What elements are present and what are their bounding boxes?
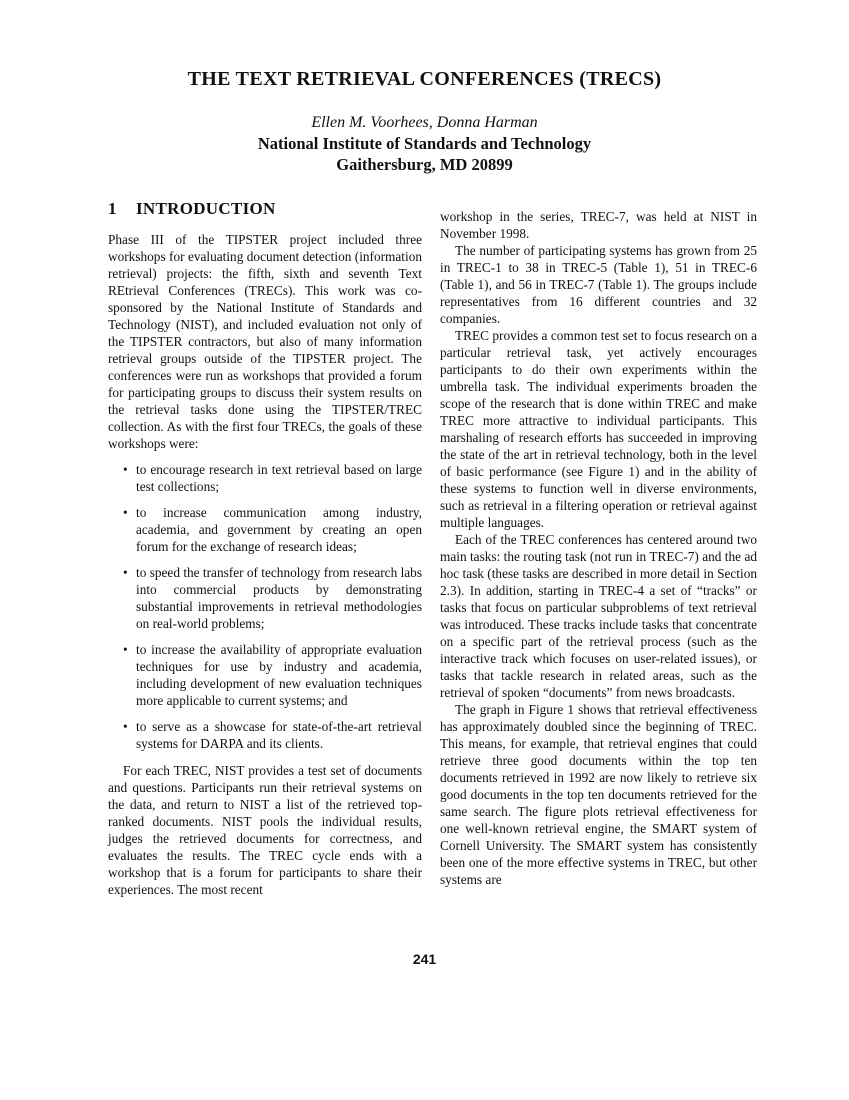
goals-list [108, 461, 422, 752]
goal-item-5: • to serve as a showcase for state-of-the-art retrieval systems for DARPA and its clients. [136, 718, 422, 752]
goal-item-2: • to increase communication among industry, academia, and government by creating an open forum for the exchange of research ideas; [136, 504, 422, 555]
affiliation-institution: National Institute of Standards and Technology [257, 134, 592, 153]
right-paragraph-5: The graph in Figure 1 shows that retrieval effectiveness has approximately doubled since the beginning of TREC. This means, for example, that retrieval engines that could retrieve three good documents within the top ten documents retrieved in 1992 are now likely to retrieve six good documents in the top ten documents retrieved for the same search. The figure plots retrieval effectiveness for one well-known retrieval engine, the SMART system of Cornell University. The SMART system has consistently been one of the more effective systems in TREC, but other systems are [440, 702, 757, 887]
section-title: INTRODUCTION [136, 199, 276, 218]
intro-paragraph-1: Phase III of the TIPSTER project included three workshops for evaluating document detection (information retrieval) projects: the fifth, sixth and seventh Text REtrieval Conferences (TRECs). This work was co-sponsored by the National Institute of Standards and Technology (NIST), and included evaluation not only of the TIPSTER contractors, but also of many information retrieval groups outside of the TIPSTER project. The conferences were run as workshops that provided a forum for participating groups to discuss their system results on the retrieval tasks done using the TIPSTER/TREC collection. As with the first four TRECs, the goals of these workshops were: [108, 232, 422, 451]
right-paragraph-2: The number of participating systems has grown from 25 in TREC-1 to 38 in TREC-5 (Table 1), 51 in TREC-6 (Table 1), and 56 in TREC-7 (Table 1). The groups include representatives from 16 different countries and 32 companies. [440, 243, 757, 326]
right-paragraph-3: TREC provides a common test set to focus research on a particular retrieval task, yet actively encourages participants to do their own experiments within the umbrella task. The individual experiments broaden the scope of the research that is done within TREC and make TREC more attractive to individual participants. This marshaling of research efforts has succeeded in improving the state of the art in retrieval technology, both in the level of basic performance (see Figure 1) and in the ability of these systems to function well in diverse environments, such as retrieval in a filtering operation or retrieval against multiple languages. [440, 328, 757, 530]
section-heading [108, 200, 422, 217]
author-names: Ellen M. Voorhees, Donna Harman [311, 114, 538, 131]
intro-paragraph-2: For each TREC, NIST provides a test set of documents and questions. Participants run their retrieval systems on the data, and return to NIST a list of the retrieved top-ranked documents. NIST pools the individual results, judges the retrieved documents for correctness, and evaluates the results. The TREC cycle ends with a workshop that is a forum for participants to share their experiences. The most recent [108, 763, 422, 897]
left-column [108, 200, 422, 898]
goal-item-4: • to increase the availability of appropriate evaluation techniques for use by industry and academia, including development of new evaluation techniques more applicable to current systems; and [136, 641, 422, 709]
affiliation-location: Gaithersburg, MD 20899 [336, 155, 513, 174]
section-number: 1 [108, 199, 117, 218]
right-column [440, 208, 757, 888]
goal-item-1: • to encourage research in text retrieval based on large test collections; [136, 461, 422, 495]
page-number: 241 [412, 951, 437, 967]
right-paragraph-1: workshop in the series, TREC-7, was held at NIST in November 1998. [440, 209, 757, 241]
paper-title: THE TEXT RETRIEVAL CONFERENCES (TRECS) [187, 68, 662, 90]
right-paragraph-4: Each of the TREC conferences has centered around two main tasks: the routing task (not run in TREC-7) and the ad hoc task (these tasks are described in more detail in Section 2.3). In addition, starting in TREC-4 a set of “tracks” or tasks that focus on particular subproblems of text retrieval was introduced. These tracks include tasks that concentrate on a specific part of the retrieval process (such as the interactive track which focuses on user-related issues), or tasks that tackle research in related areas, such as the retrieval of spoken “documents” from news broadcasts. [440, 532, 757, 700]
goal-item-3: • to speed the transfer of technology from research labs into commercial products by demonstrating substantial improvements in retrieval methodologies on real-world problems; [136, 564, 422, 632]
